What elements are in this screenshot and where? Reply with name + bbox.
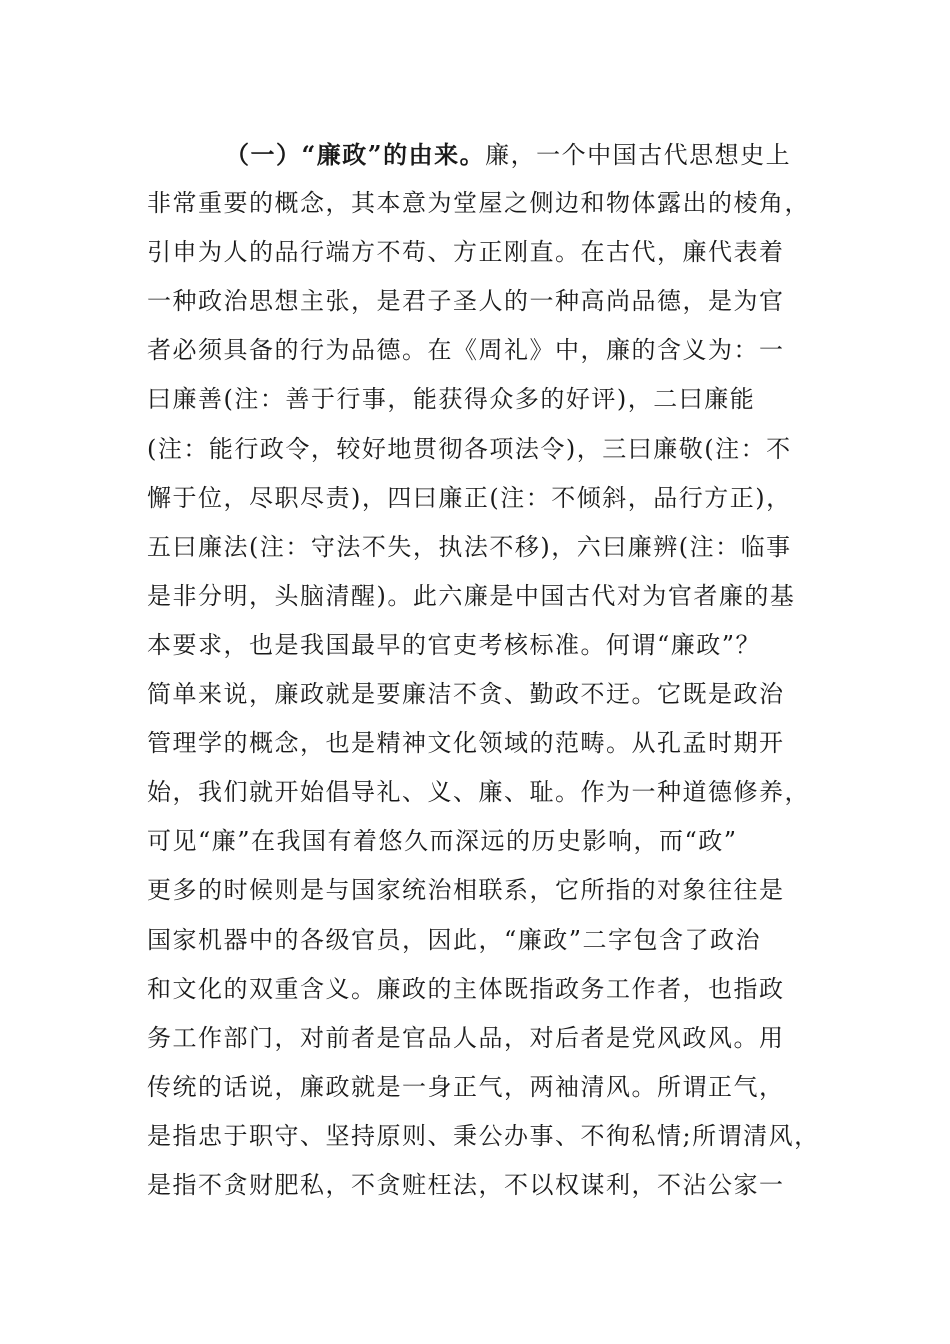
body-text: [147, 130, 820, 1210]
first-line-text: 廉，一个中国古代思想史上: [485, 141, 792, 169]
text-line: 是指不贪财肥私，不贪赃枉法，不以权谋利，不沾公家一: [147, 1170, 785, 1199]
section-heading: （一）“廉政”的由来。: [225, 140, 486, 169]
text-line: 和文化的双重含义。廉政的主体既指政务工作者，也指政: [147, 974, 785, 1003]
text-line: 是指忠于职守、坚持原则、秉公办事、不徇私情;所谓清风，: [147, 1121, 820, 1150]
text-line: 非常重要的概念，其本意为堂屋之侧边和物体露出的棱角，: [147, 189, 810, 218]
text-line: 曰廉善(注：善于行事，能获得众多的好评)，二曰廉能: [147, 385, 756, 414]
paragraph-first-line: [147, 130, 807, 179]
text-line: 简单来说，廉政就是要廉洁不贪、勤政不迂。它既是政治: [147, 680, 785, 709]
text-line: 始，我们就开始倡导礼、义、廉、耻。作为一种道德修养，: [147, 778, 810, 807]
text-line: 本要求，也是我国最早的官吏考核标准。何谓“廉政”？: [147, 630, 762, 659]
text-line: 国家机器中的各级官员，因此，“廉政”二字包含了政治: [147, 925, 762, 954]
text-line: 一种政治思想主张，是君子圣人的一种高尚品德，是为官: [147, 287, 785, 316]
text-line: 者必须具备的行为品德。在《周礼》中，廉的含义为：一: [147, 336, 785, 365]
text-line: 管理学的概念，也是精神文化领域的范畴。从孔孟时期开: [147, 729, 785, 758]
text-line: 是非分明，头脑清醒)。此六廉是中国古代对为官者廉的基: [147, 581, 796, 610]
text-line: 更多的时候则是与国家统治相联系，它所指的对象往往是: [147, 876, 785, 905]
text-line: 务工作部门，对前者是官品人品，对后者是党风政风。用: [147, 1023, 785, 1052]
text-line: 引申为人的品行端方不苟、方正刚直。在古代，廉代表着: [147, 238, 785, 267]
text-line: 五曰廉法(注：守法不失，执法不移)，六曰廉辨(注：临事: [147, 532, 792, 561]
text-line: 可见“廉”在我国有着悠久而深远的历史影响，而“政”: [147, 827, 738, 856]
text-line: 传统的话说，廉政就是一身正气，两袖清风。所谓正气，: [147, 1072, 785, 1101]
text-line: 懈于位，尽职尽责)，四曰廉正(注：不倾斜，品行方正)，: [147, 483, 792, 512]
text-line: (注：能行政令，较好地贯彻各项法令)，三曰廉敬(注：不: [147, 434, 792, 463]
